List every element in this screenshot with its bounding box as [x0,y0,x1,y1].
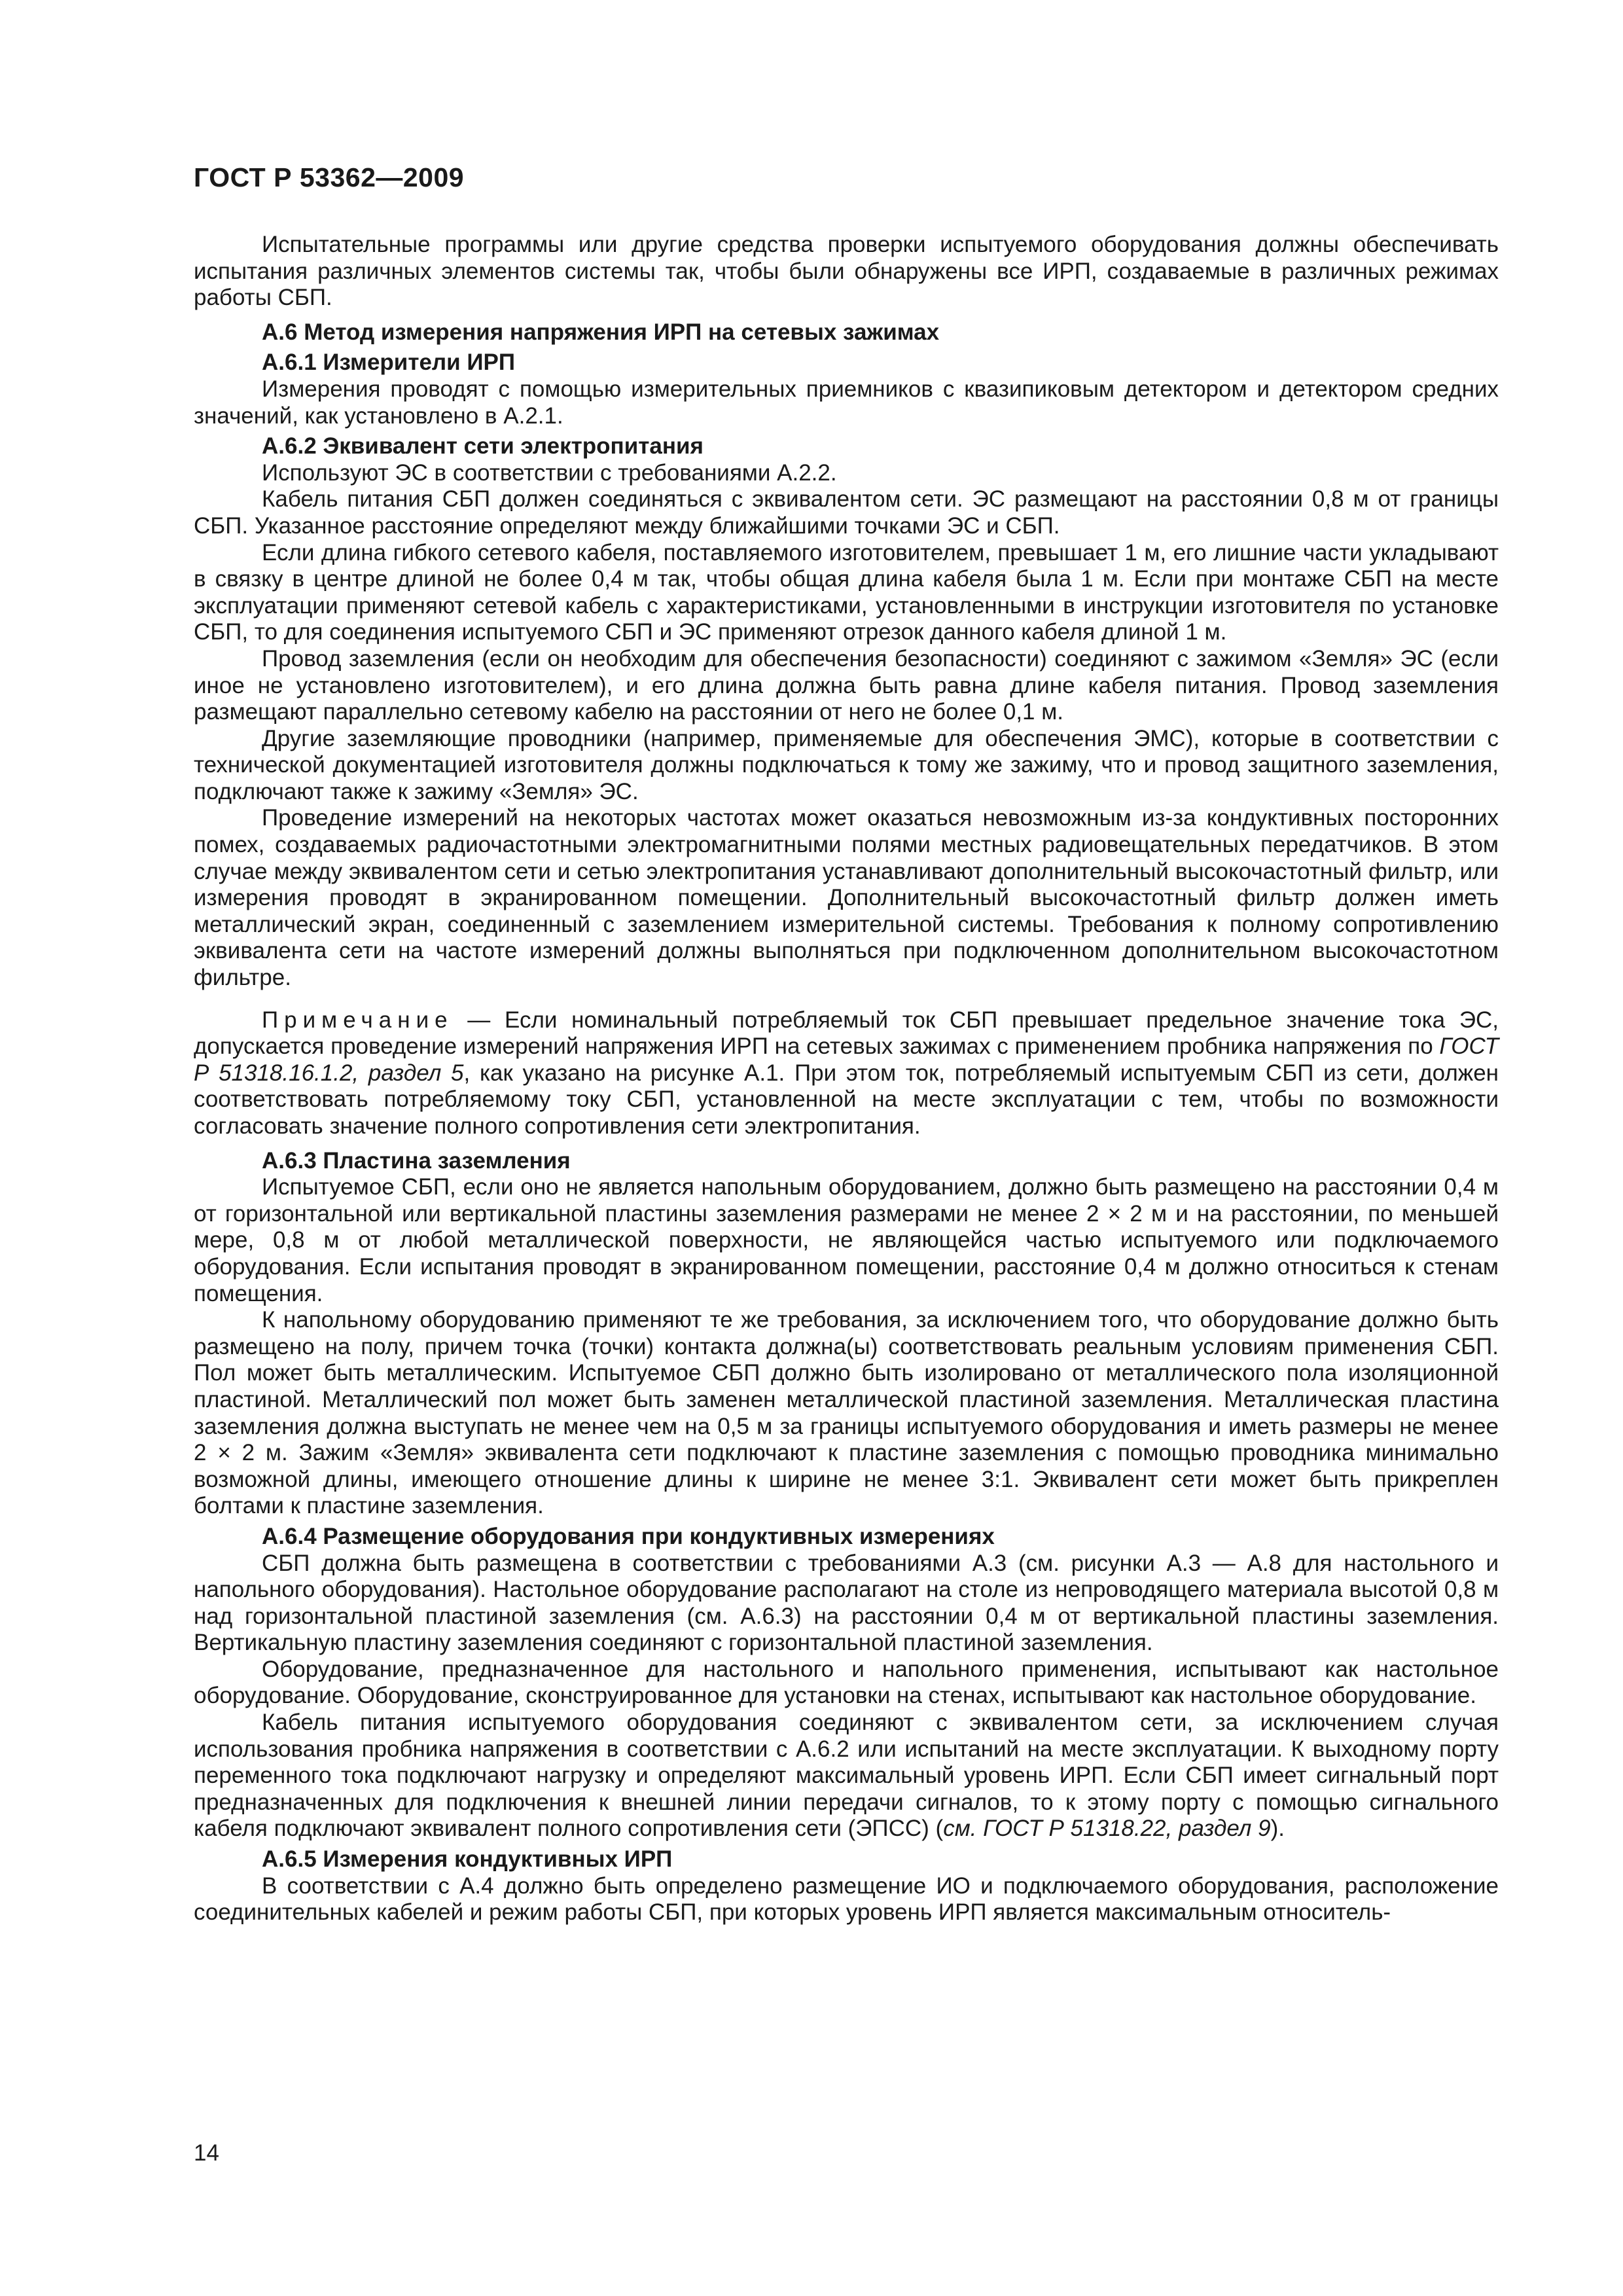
document-header: ГОСТ Р 53362—2009 [194,162,465,192]
section-a62-heading: А.6.2 Эквивалент сети электропитания [262,433,704,459]
section-a6-heading: А.6 Метод измерения напряжения ИРП на сетевых зажимах [262,319,940,345]
document-body [194,232,1499,1926]
paragraph [194,1710,1499,1842]
section-a65-heading: А.6.5 Измерения кондуктивных ИРП [262,1846,673,1873]
note-dash: — [453,1007,505,1033]
paragraph: Испытуемое СБП, если оно не является напольным оборудованием, должно быть размещено на расстоянии 0,4 м от горизонтальной или вертикальной пластины заземления размерами не менее 2 × 2 м и на расстоянии, по меньшей мере, 0,8 м от любой металлической поверхности, не являющейся частью испытуемого или подключаемого оборудования. Если испытания проводят в экранированном помещении, расстояние 0,4 м должно относиться к стенам помещения. [194,1174,1499,1306]
intro-paragraph: Испытательные программы или другие средства проверки испытуемого оборудования должны обеспечивать испытания различных элементов системы так, чтобы были обнаружены все ИРП, создаваемые в различных режимах работы СБП. [194,232,1499,311]
note-text-continued: , как указано на рисунке А.1. При этом ток, потребляемый испытуемым СБП из сети, должен соответствовать потребляемому току СБП, установленной на месте эксплуатации с тем, чтобы по возможности согласовать значение полного сопротивления сети электропитания. [194,1060,1499,1139]
paragraph: Проведение измерений на некоторых частотах может оказаться невозможным из-за кондуктивных посторонних помех, создаваемых радиочастотными электромагнитными полями местных радиовещательных передатчиков. В этом случае между эквивалентом сети и сетью электропитания устанавливают дополнительный высокочастотный фильтр, или измерения проводят в экранированном помещении. Дополнительный высокочастотный фильтр должен иметь металлический экран, соединенный с заземлением измерительной системы. Требования к полному сопротивлению эквивалента сети на частоте измерений должны выполняться при подключенном дополнительном высокочастотном фильтре. [194,805,1499,991]
paragraph: Провод заземления (если он необходим для обеспечения безопасности) соединяют с зажимом «Земля» ЭС (если иное не установлено изготовителем), и его длина должна быть равна длине кабеля питания. Провод заземления размещают параллельно сетевому кабелю на расстоянии от него не более 0,1 м. [194,645,1499,725]
note-standard-reference: ГОСТ Р 51318.16.1.2, раздел 5 [194,1033,1499,1086]
note-paragraph [194,1007,1499,1140]
paragraph: Другие заземляющие проводники (например, применяемые для обеспечения ЭМС), которые в соответствии с технической документацией изготовителя должны подключаться к тому же зажиму, что и провод защитного заземления, подключают также к зажиму «Земля» ЭС. [194,725,1499,804]
paragraph: Оборудование, предназначенное для настольного и напольного применения, испытывают как настольное оборудование. Оборудование, сконструированное для установки на стенах, испытывают как настольное оборудование. [194,1656,1499,1709]
page-number: 14 [194,2140,219,2166]
paragraph: Используют ЭС в соответствии с требованиями А.2.2. [262,459,837,486]
paragraph: Измерения проводят с помощью измерительных приемников с квазипиковым детектором и детектором средних значений, как установлено в А.2.1. [194,376,1499,429]
note-text: Если номинальный потребляемый ток СБП превышает предельное значение тока ЭС, допускается проведение измерений напряжения ИРП на сетевых зажимах с применением пробника напряжения по [194,1007,1499,1060]
paragraph-text: Кабель питания испытуемого оборудования соединяют с эквивалентом сети, за исключением случая использования пробника напряжения в соответствии с А.6.2 или испытаний на месте эксплуатации. К выходному порту переменного тока подключают нагрузку и определяют максимальный уровень ИРП. Если СБП имеет сигнальный порт предназначенных для подключения к внешней линии передачи сигналов, то к этому порту с помощью сигнального кабеля подключают эквивалент полного сопротивления сети (ЭПСС) ( [194,1710,1499,1842]
standard-reference: см. ГОСТ Р 51318.22, раздел 9 [943,1816,1271,1842]
paragraph: К напольному оборудованию применяют те же требования, за исключением того, что оборудование должно быть размещено на полу, причем точка (точки) контакта должна(ы) соответствовать реальным условиям применения СБП. Пол может быть металлическим. Испытуемое СБП должно быть изолировано от металлического пола изоляционной пластиной. Металлический пол может быть заменен металлической пластиной заземления. Металлическая пластина заземления должна выступать не менее чем на 0,5 м за границы испытуемого оборудования и иметь размеры не менее 2 × 2 м. Зажим «Земля» эквивалента сети подключают к пластине заземления с помощью проводника минимально возможной длины, имеющего отношение длины к ширине не менее 3:1. Эквивалент сети может быть прикреплен болтами к пластине заземления. [194,1307,1499,1519]
section-a61-heading: А.6.1 Измерители ИРП [262,350,516,376]
paragraph: Если длина гибкого сетевого кабеля, поставляемого изготовителем, превышает 1 м, его лишние части укладывают в связку в центре длиной не более 0,4 м так, чтобы общая длина кабеля была 1 м. Если при монтаже СБП на месте эксплуатации применяют сетевой кабель с характеристиками, установленными в инструкции изготовителя по установке СБП, то для соединения испытуемого СБП и ЭС применяют отрезок данного кабеля длиной 1 м. [194,539,1499,645]
paragraph: СБП должна быть размещена в соответствии с требованиями А.3 (см. рисунки А.3 — А.8 для настольного и напольного оборудования). Настольное оборудование располагают на столе из непроводящего материала высотой 0,8 м над горизонтальной пластиной заземления (см. А.6.3) на расстоянии 0,4 м от вертикальной пластины заземления. Вертикальную пластину заземления соединяют с горизонтальной пластиной заземления. [194,1550,1499,1656]
section-a64-heading: А.6.4 Размещение оборудования при кондуктивных измерениях [262,1523,995,1549]
note-label: Примечание [262,1007,454,1033]
section-a63-heading: А.6.3 Пластина заземления [262,1147,571,1174]
paragraph-end: ). [1270,1816,1285,1842]
paragraph: В соответствии с А.4 должно быть определено размещение ИО и подключаемого оборудования, расположение соединительных кабелей и режим работы СБП, при которых уровень ИРП является максимальным относитель- [194,1873,1499,1926]
paragraph: Кабель питания СБП должен соединяться с эквивалентом сети. ЭС размещают на расстоянии 0,8 м от границы СБП. Указанное расстояние определяют между ближайшими точками ЭС и СБП. [194,486,1499,539]
